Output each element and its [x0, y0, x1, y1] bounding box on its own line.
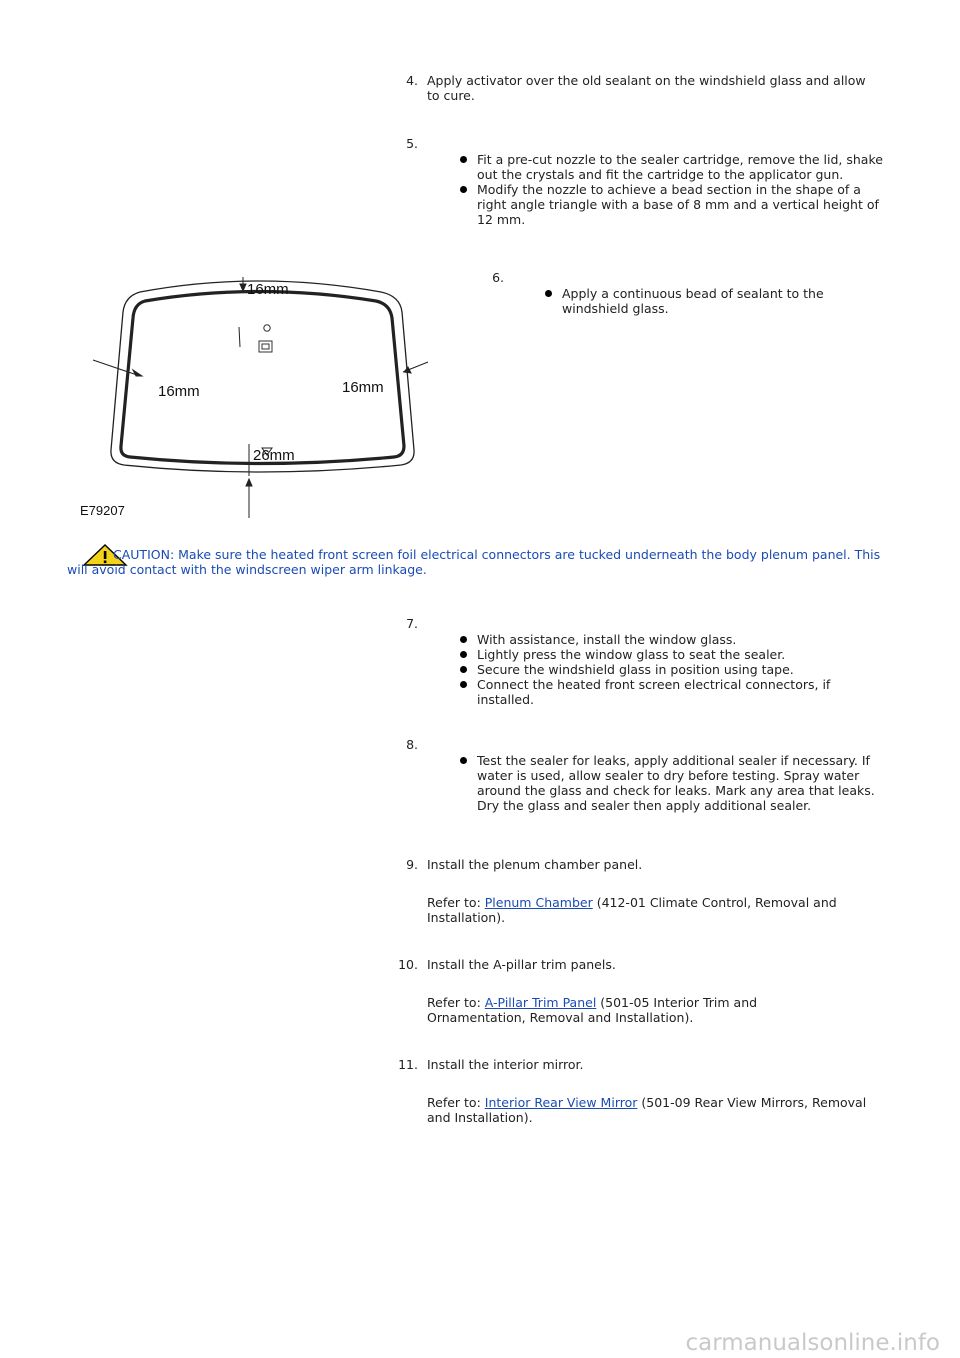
- step-5-number: 5.: [406, 136, 418, 151]
- caution-text: CAUTION: Make sure the heated front screen foil electrical connectors are tucked underneath the body plenum panel. This will avoid contact with the windscreen wiper arm linkage.: [67, 547, 881, 577]
- step-10-number: 10.: [398, 957, 418, 972]
- step-11-number: 11.: [398, 1057, 418, 1072]
- step-7-bullets: [477, 632, 877, 707]
- a-pillar-trim-panel-link[interactable]: A-Pillar Trim Panel: [484, 995, 597, 1010]
- step-8-bullets: [477, 753, 895, 813]
- label-bottom-26mm: 26mm: [253, 447, 295, 464]
- list-item: Connect the heated front screen electrical connectors, if installed.: [477, 677, 877, 707]
- step-8-number: 8.: [406, 737, 418, 752]
- step-10-text: Install the A-pillar trim panels.: [427, 957, 616, 972]
- list-item: Fit a pre-cut nozzle to the sealer cartridge, remove the lid, shake out the crystals and fit the cartridge to the applicator gun.: [477, 152, 893, 182]
- watermark: carmanualsonline.info: [685, 1330, 940, 1356]
- windshield-sealant-diagram: [78, 272, 438, 524]
- step-4-number: 4.: [406, 73, 418, 88]
- step-9-text: Install the plenum chamber panel.: [427, 857, 643, 872]
- step-11-text: Install the interior mirror.: [427, 1057, 584, 1072]
- sensor-mounts: [259, 325, 272, 352]
- label-left-16mm: 16mm: [158, 383, 200, 400]
- step-10-reference: Refer to: A-Pillar Trim Panel (501-05 Interior Trim and Ornamentation, Removal and Installation).: [427, 995, 758, 1025]
- label-top-16mm: 16mm: [247, 281, 289, 298]
- figure-id: E79207: [80, 503, 125, 518]
- list-item: Modify the nozzle to achieve a bead section in the shape of a right angle triangle with a base of 8 mm and a vertical height of 12 mm.: [477, 182, 893, 227]
- step-6-bullets: [562, 286, 862, 316]
- step-7-number: 7.: [406, 616, 418, 631]
- step-4-text: Apply activator over the old sealant on the windshield glass and allow to cure.: [427, 73, 866, 103]
- dimension-arrows: [93, 277, 428, 518]
- caution-note: [67, 547, 897, 577]
- list-item: Lightly press the window glass to seat the sealer.: [477, 647, 877, 662]
- step-9-reference: Refer to: Plenum Chamber (412-01 Climate Control, Removal and Installation).: [427, 895, 837, 925]
- list-item: Apply a continuous bead of sealant to the windshield glass.: [562, 286, 862, 316]
- list-item: Secure the windshield glass in position using tape.: [477, 662, 877, 677]
- plenum-chamber-link[interactable]: Plenum Chamber: [484, 895, 593, 910]
- list-item: With assistance, install the window glass.: [477, 632, 877, 647]
- list-item: Test the sealer for leaks, apply additional sealer if necessary. If water is used, allow sealer to dry before testing. Spray water around the glass and check for leaks. Mark any area that leaks. Dry the glass and sealer then apply additional sealer.: [477, 753, 895, 813]
- interior-rear-view-mirror-link[interactable]: Interior Rear View Mirror: [484, 1095, 638, 1110]
- step-11-reference: Refer to: Interior Rear View Mirror (501-09 Rear View Mirrors, Removal and Installation).: [427, 1095, 867, 1125]
- windshield-glass-outline: [111, 281, 414, 472]
- step-9-number: 9.: [406, 857, 418, 872]
- footer: [0, 1328, 960, 1358]
- step-6-number: 6.: [492, 270, 504, 285]
- label-right-16mm: 16mm: [342, 379, 384, 396]
- step-5-bullets: [477, 152, 893, 227]
